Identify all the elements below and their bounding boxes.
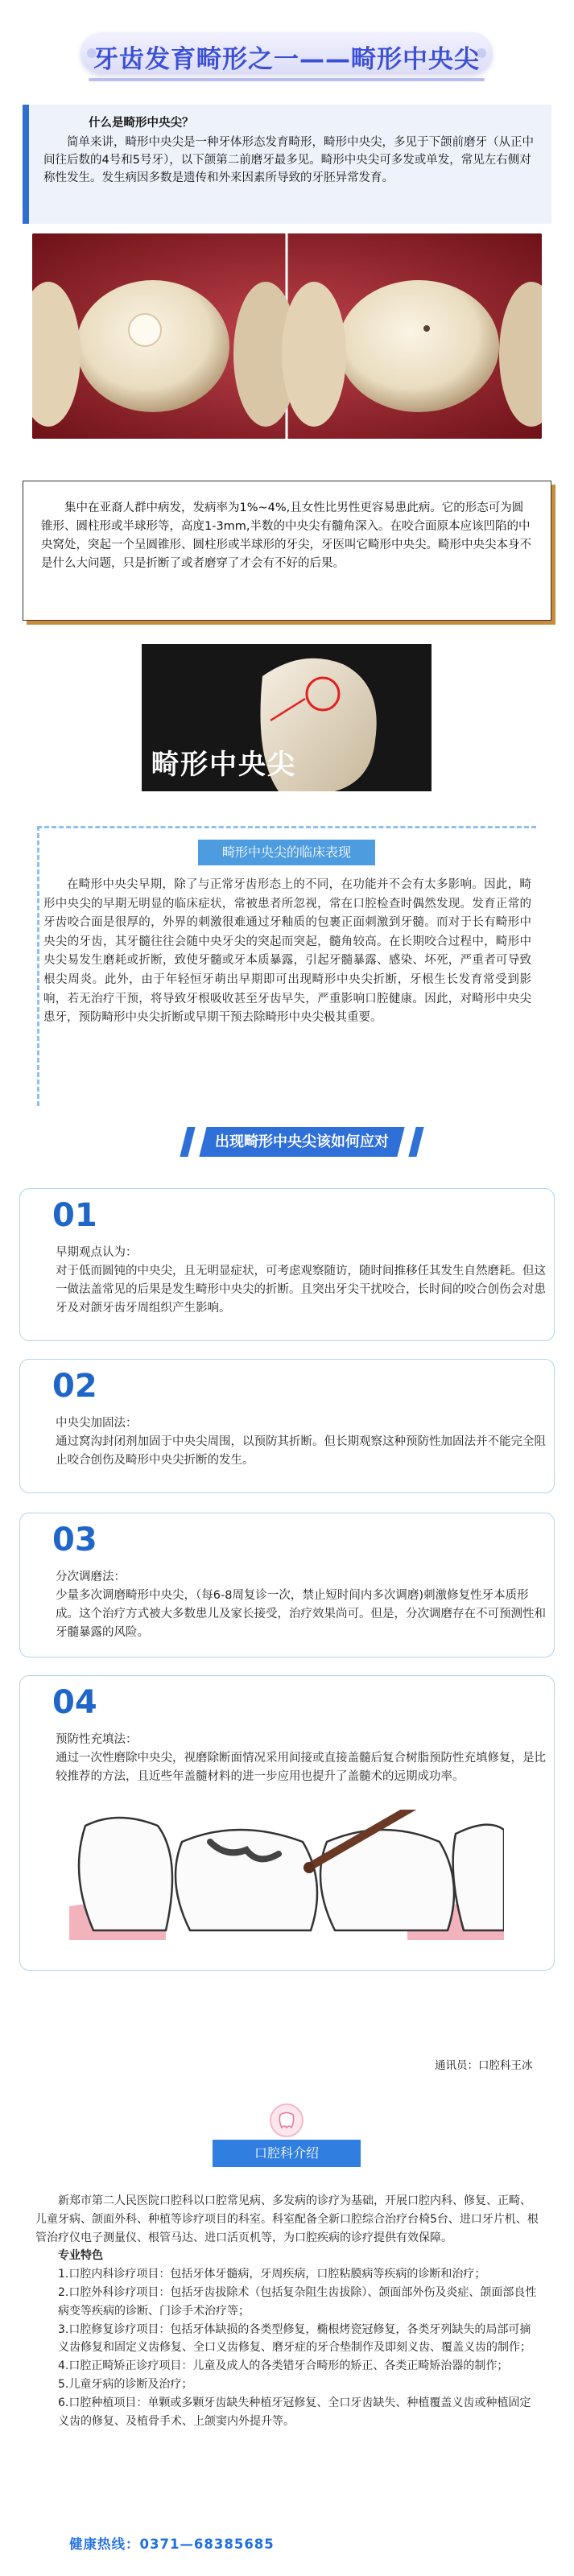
card-number: 01 — [52, 1197, 97, 1234]
card-heading: 早期观点认为： — [56, 1246, 138, 1259]
response-banner — [199, 1127, 404, 1157]
card-body — [56, 1568, 547, 1642]
option-card-2 — [19, 1359, 555, 1493]
teeth-illustration — [69, 1810, 504, 1940]
card-paragraph: 通过一次性磨除中央尖，视磨除断面情况采用间接或直接盖髓后复合树脂预防性充填修复，是比较推荐的方法，且近些年盖髓材料的进一步应用也提升了盖髓术的远期成功率。 — [56, 1752, 546, 1783]
page-title: 牙齿发育畸形之一——畸形中央尖 — [93, 45, 480, 74]
card-number: 03 — [52, 1521, 97, 1558]
intro-question: 什么是畸形中央尖？ — [89, 117, 194, 130]
department-paragraph: 新郑市第二人民医院口腔科以口腔常见病、多发病的诊疗为基础，开展口腔内科、修复、正畸、儿童牙病、颌面外科、种植等诊疗项目的科室。科室配备全新口腔综合治疗台椅5台、进口牙片机、根管治疗仪电子测量仪、根管马达、进口活页机等，为口腔疾病的诊疗提供有效保障。 — [35, 2194, 539, 2244]
teeth-cartoon — [69, 1810, 504, 1940]
prevalence-box — [23, 481, 551, 621]
card-number: 04 — [52, 1684, 97, 1721]
department-intro — [35, 2192, 541, 2430]
banner-stripe-left — [180, 1127, 195, 1157]
option-card-3 — [19, 1513, 555, 1657]
intro-box — [23, 105, 551, 224]
card-body — [56, 1414, 547, 1470]
response-banner-text: 出现畸形中央尖该如何应对 — [215, 1133, 389, 1150]
tooth-logo-glyph — [271, 2105, 302, 2136]
clinical-label: 畸形中央尖的临床表现 — [198, 840, 375, 865]
card-paragraph: 少量多次调磨畸形中央尖，（每6-8周复诊一次，禁止短时间内多次调磨)刺激修复性牙本质形成。这个治疗方式被大多数患儿及家长接受，治疗效果尚可。但是，分次调磨存在不可预测性和牙髓暴露的风险。 — [56, 1589, 546, 1639]
health-hotline: 健康热线：0371—68385685 — [69, 2537, 275, 2552]
feature-item: 6.口腔种植项目：单颗或多颗牙齿缺失种植牙冠修复、全口牙齿缺失、种植覆盖义齿或种植固定义齿的修复、及植骨手术、上颌窦内外提升等。 — [58, 2396, 531, 2428]
department-title: 口腔科介绍 — [213, 2140, 361, 2167]
feature-item: 2.口腔外科诊疗项目：包括牙齿拔除术（包括复杂阻生齿拔除）、颌面部外伤及炎症、颌面部良性病变等疾病的诊断、门诊手术治疗等； — [58, 2285, 537, 2318]
intro-paragraph: 简单来讲，畸形中央尖是一种牙体形态发育畸形，畸形中央尖，多见于下颌前磨牙（从正中间往后数的4号和5号牙），以下颌第二前磨牙最多见。畸形中央尖可多发或单发，常见左右侧对称性发生。发生病因多数是遗传和外来因素所导致的牙胚异常发育。 — [43, 136, 534, 184]
card-paragraph: 通过窝沟封闭剂加固于中央尖周围，以预防其折断。但长期观察这种预防性加固法并不能完全阻止咬合创伤及畸形中央尖折断的发生。 — [56, 1435, 546, 1467]
option-card-1 — [19, 1188, 555, 1341]
card-heading: 预防性充填法： — [56, 1733, 138, 1746]
card-body — [56, 1244, 547, 1318]
feature-item: 3.口腔修复诊疗项目：包括牙体缺损的各类型修复，椭根烤瓷冠修复，各类牙列缺失的局部可摘义齿修复和固定义齿修复、全口义齿修复、磨牙症的牙合垫制作及即刻义齿、覆盖义齿的制作； — [58, 2322, 531, 2355]
card-paragraph: 对于低而圆钝的中央尖，且无明显症状，可考虑观察随访，随时间推移任其发生自然磨耗。但这一做法盖常见的后果是发生畸形中央尖的折断。且突出牙尖干扰咬合，长时间的咬合创伤会对患牙及对颌牙齿牙周组织产生影响。 — [56, 1265, 546, 1315]
clinical-paragraph: 在畸形中央尖早期，除了与正常牙齿形态上的不同，在功能并不会有太多影响。因此，畸形中央尖的早期无明显的临床症状，常被患者所忽视，常在口腔检查时偶然发现。发育正常的牙齿咬合面是很厚的，外界的刺激很难通过牙釉质的包裹正面刺激到牙髓。而对于长有畸形中央尖的牙齿，其牙髓往往会随中央牙尖的突起而突起，髓角较高。在长期咬合过程中，畸形中央尖易发生磨耗或折断，致使牙髓或牙本质暴露，引起牙髓暴露、感染、坏死，严重者可导致根尖周炎。此外，由于年轻恒牙萌出早期即可出现畸形中央尖折断，牙根生长发育常受到影响，若无治疗干预，将导致牙根吸收甚至牙齿早失，严重影响口腔健康。因此，对畸形中央尖患牙，预防畸形中央尖折断或早期干预去除畸形中央尖极其重要。 — [43, 878, 531, 1025]
teeth-photo-illustration — [32, 233, 542, 439]
card-heading: 中央尖加固法： — [56, 1417, 138, 1430]
title-underline — [89, 78, 485, 81]
feature-item: 4.口腔正畸矫正诊疗项目：儿童及成人的各类错牙合畸形的矫正、各类正畸矫治器的制作； — [58, 2359, 509, 2373]
banner-stripe-right — [408, 1127, 423, 1157]
author-credit: 通讯员：口腔科王冰 — [435, 2059, 533, 2072]
teeth-photo — [32, 233, 542, 439]
tooth-closeup-image — [142, 644, 432, 791]
card-body — [56, 1731, 547, 1786]
clinical-text — [43, 876, 531, 1028]
tooth-logo-icon — [270, 2103, 304, 2137]
feature-item: 5.儿童牙病的诊断及治疗； — [58, 2377, 193, 2391]
tooth-image-caption: 畸形中央尖 — [151, 749, 296, 781]
prevalence-paragraph: 集中在亚裔人群中病发，发病率为1%~4%,且女性比男性更容易患此病。它的形态可为圆锥形、圆柱形或半球形等，高度1-3mm,半数的中央尖有髓角深入。在咬合面原本应该凹陷的中央窝处，突起一个呈圆锥形、圆柱形或半球形的牙尖，牙医叫它畸形中央尖。畸形中央尖本身不是什么大问题，只是折断了或者磨穿了才会有不好的后果。 — [41, 502, 531, 570]
card-heading: 分次调磨法： — [56, 1571, 126, 1583]
title-banner — [56, 32, 518, 80]
title-pill — [81, 32, 493, 74]
features-heading: 专业特色 — [58, 2249, 103, 2263]
card-number: 02 — [52, 1368, 97, 1405]
feature-item: 1.口腔内科诊疗项目：包括牙体牙髓病，牙周疾病，口腔粘膜病等疾病的诊断和治疗； — [58, 2268, 486, 2281]
